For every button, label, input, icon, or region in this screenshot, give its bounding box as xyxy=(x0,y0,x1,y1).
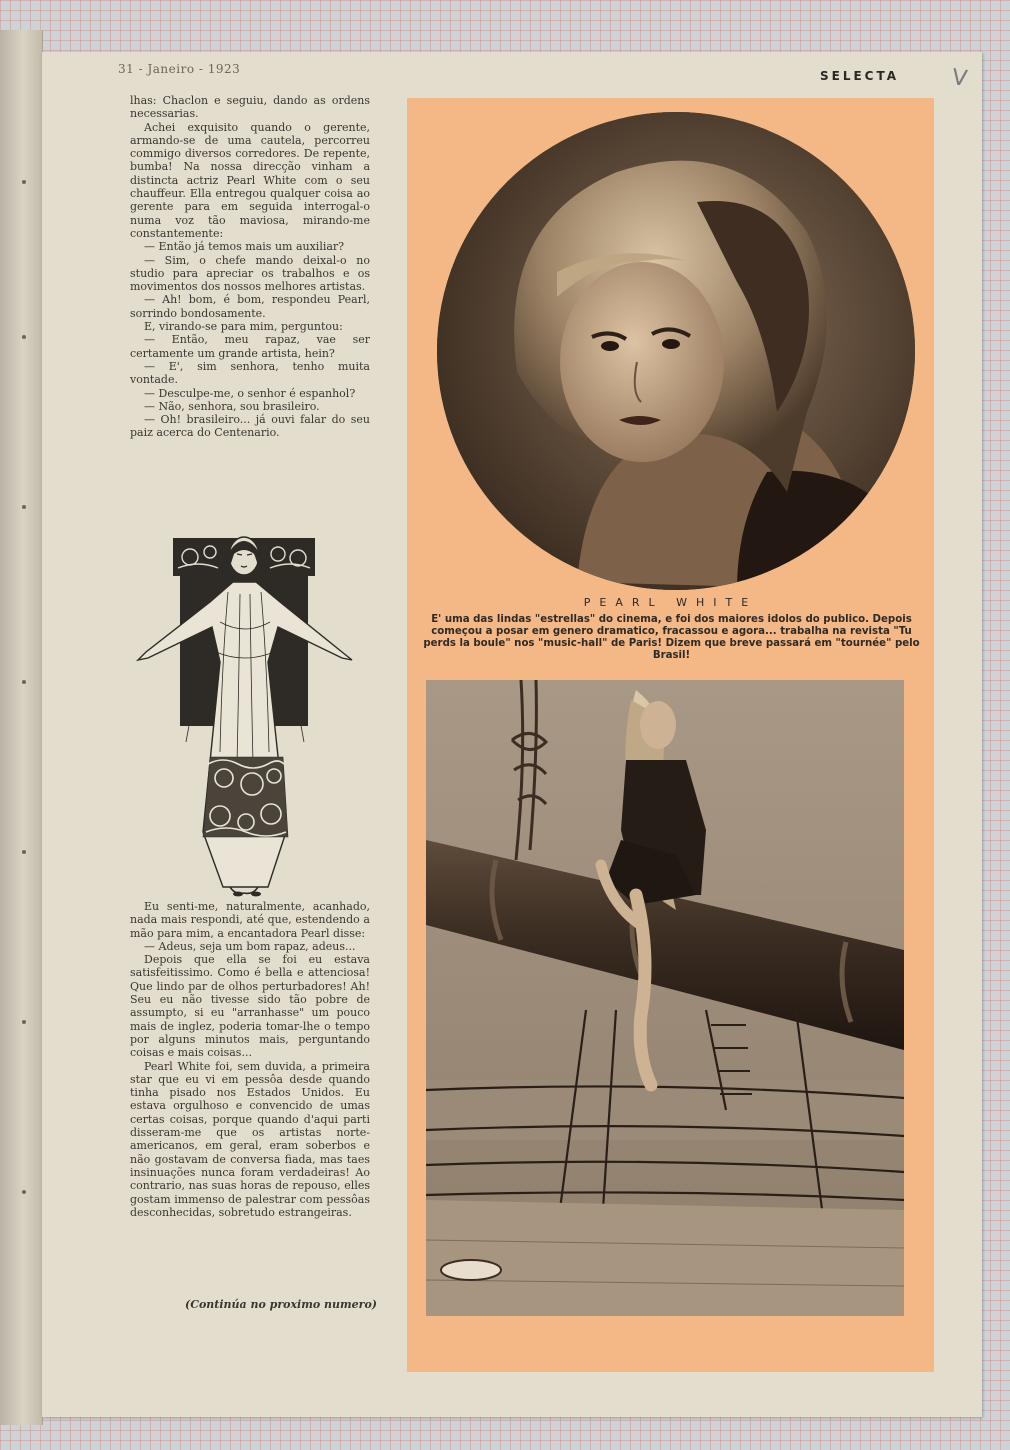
previous-page-edge xyxy=(0,30,43,1425)
ship-photo xyxy=(426,680,904,1316)
article-paragraph: — Adeus, seja um bom rapaz, adeus... xyxy=(144,939,356,953)
caption-title: PEARL WHITE xyxy=(583,596,758,609)
binding-hole xyxy=(22,180,26,184)
article-text-top xyxy=(130,94,370,440)
fashion-illustration xyxy=(128,532,360,897)
article-paragraph: Pearl White foi, sem duvida, a primeira star que eu vi em pessôa desde quando tinha pisado nos Estados Unidos. Eu estava orgulhoso e convencido de umas certas coisas, porque quando d'aqui parti disseram-me que os artistas norte-americanos, em geral, eram soberbos e não gostavam de conversa fiada, mas taes insinuações nunca foram verdadeiras! Ao contrario, nas suas horas de repouso, elles gostam immenso de palestrar com pessôas desconhecidas, sobretudo estrangeiras. xyxy=(130,1059,370,1219)
portrait-image xyxy=(437,112,915,590)
binding-hole xyxy=(22,1020,26,1024)
continued-note: (Continúa no proximo numero) xyxy=(184,1298,377,1311)
article-paragraph: E, virando-se para mim, perguntou: xyxy=(144,320,343,334)
article-paragraph: — E', sim senhora, tenho muita vontade. xyxy=(130,359,370,387)
caption-text: E' uma das lindas "estrellas" do cinema, e foi dos maiores idolos do publico. Depois começou a posar em genero dramatico, fracassou e agora... trabalha na revista "Tu perds la boule" nos "music-hall" de Paris! Dizem que breve passará em "tournée" pelo Brasil! xyxy=(423,614,920,661)
pencil-mark: V xyxy=(950,65,969,92)
article-paragraph: — Então, meu rapaz, vae ser certamente um grande artista, hein? xyxy=(130,333,370,360)
magazine-page xyxy=(42,52,982,1417)
binding-hole xyxy=(22,1190,26,1194)
binding-hole xyxy=(22,505,26,509)
article-paragraph: Achei exquisito quando o gerente, armando-se de uma cautela, percorreu commigo diversos corredores. De repente, bumba! Na nossa direcção vinham a distincta actriz Pearl White com o seu chauffeur. Ella entregou qualquer coisa ao gerente para em seguida interrogal-o numa voz tão maviosa, mirando-me constantemente: xyxy=(130,120,370,240)
article-paragraph: lhas: Chaclon e seguiu, dando as ordens necessarias. xyxy=(130,94,370,121)
binding-hole xyxy=(22,335,26,339)
article-paragraph: Eu senti-me, naturalmente, acanhado, nada mais respondi, até que, estendendo a mão para mim, a encantadora Pearl disse: xyxy=(130,900,370,940)
photo-panel xyxy=(407,98,934,1372)
date-header: 31 - Janeiro - 1923 xyxy=(118,62,241,76)
article-paragraph: — Ah! bom, é bom, respondeu Pearl, sorrindo bondosamente. xyxy=(130,293,370,320)
article-paragraph: — Sim, o chefe mando deixal-o no studio para apreciar os trabalhos e os movimentos dos nossos melhores artistas. xyxy=(130,253,370,294)
ship-image xyxy=(426,680,904,1316)
article-paragraph: — Então já temos mais um auxiliar? xyxy=(144,240,345,254)
article-text-bottom xyxy=(130,900,370,1219)
binding-hole xyxy=(22,850,26,854)
article-paragraph: — Desculpe-me, o senhor é espanhol? xyxy=(144,386,356,400)
binding-hole xyxy=(22,680,26,684)
portrait-photo xyxy=(437,112,915,590)
magazine-title: SELECTA xyxy=(820,69,900,83)
article-paragraph: Depois que ella se foi eu estava satisfeitissimo. Como é bella e attenciosa! Que lindo par de olhos perturbadores! Ah! Seu eu não tivesse sido tão pobre de assumpto, si eu "arranhasse" um pouco mais de inglez, poderia tomar-lhe o tempo por alguns minutos mais, perguntando coisas e mais coisas... xyxy=(130,953,370,1060)
article-paragraph: — Oh! brasileiro... já ouvi falar do seu paiz acerca do Centenario. xyxy=(130,413,370,440)
article-paragraph: — Não, senhora, sou brasileiro. xyxy=(144,399,320,413)
